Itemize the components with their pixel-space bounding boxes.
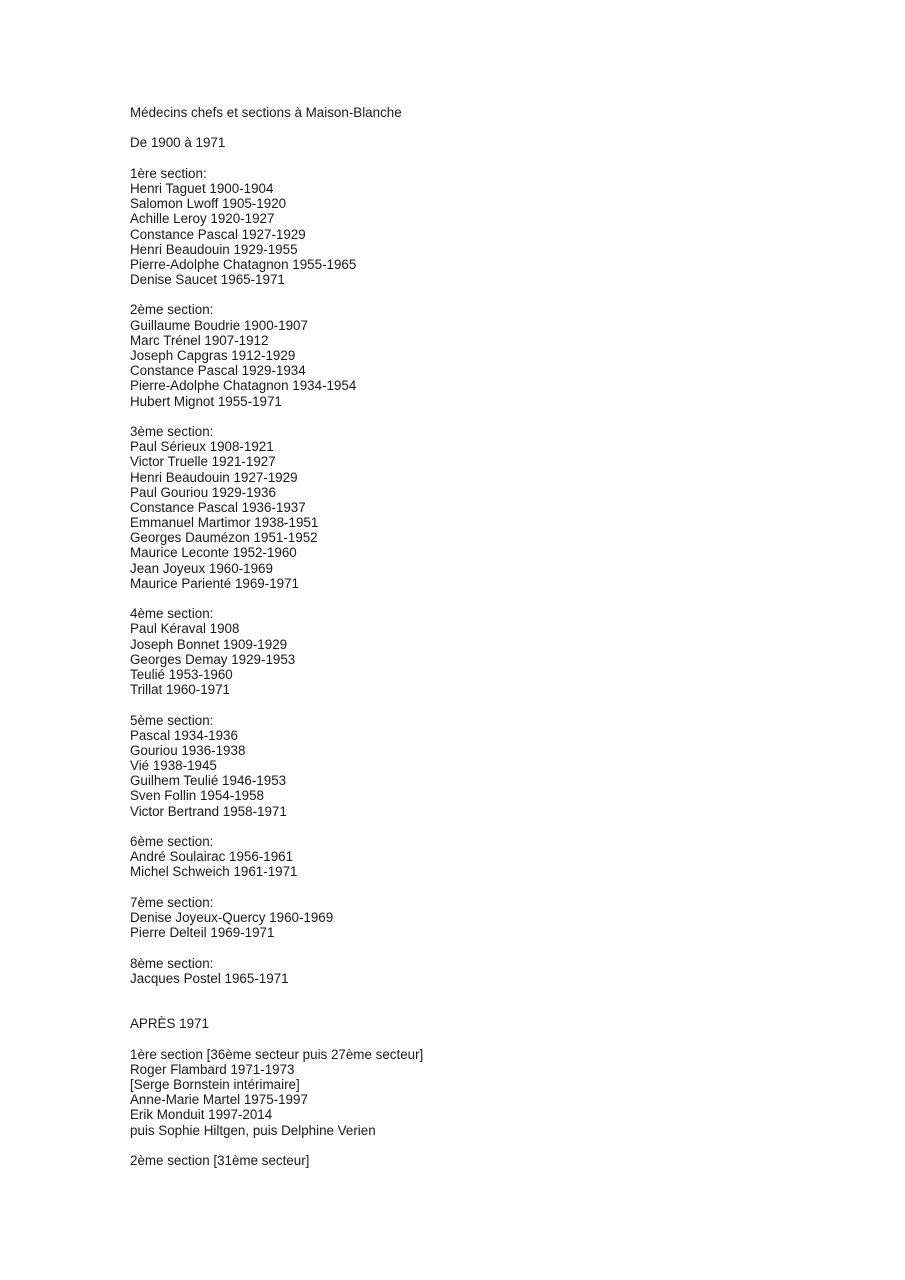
physician-entry: Henri Taguet 1900-1904	[130, 180, 274, 196]
physician-entry: Joseph Bonnet 1909-1929	[130, 636, 288, 652]
physician-entry: Emmanuel Martimor 1938-1951	[130, 515, 319, 531]
physician-entry: Salomon Lwoff 1905-1920	[130, 196, 287, 212]
physician-entry: Pierre-Adolphe Chatagnon 1955-1965	[130, 256, 357, 272]
document-title: Médecins chefs et sections à Maison-Blanche	[130, 105, 402, 120]
physician-entry: Denise Saucet 1965-1971	[130, 272, 285, 288]
physician-entry: Maurice Parienté 1969-1971	[130, 575, 299, 591]
physician-entry: Victor Truelle 1921-1927	[130, 454, 276, 470]
after-sections-list	[130, 1047, 830, 1169]
physician-entry: Erik Monduit 1997-2014	[130, 1107, 273, 1123]
section-block	[130, 895, 830, 941]
physician-entry: Guilhem Teulié 1946-1953	[130, 773, 287, 789]
physician-entry: Sven Follin 1954-1958	[130, 788, 264, 804]
physician-entry: Henri Beaudouin 1927-1929	[130, 469, 298, 485]
section-heading: 1ère section:	[130, 165, 207, 181]
section-heading: 1ère section [36ème secteur puis 27ème secteur]	[130, 1046, 424, 1062]
physician-entry: Roger Flambard 1971-1973	[130, 1061, 295, 1077]
physician-entry: Victor Bertrand 1958-1971	[130, 803, 287, 819]
section-block	[130, 166, 830, 288]
physician-entry: Paul Gouriou 1929-1936	[130, 484, 276, 500]
physician-entry: Anne-Marie Martel 1975-1997	[130, 1092, 308, 1108]
physician-entry: puis Sophie Hiltgen, puis Delphine Verien	[130, 1122, 376, 1138]
document-body	[130, 105, 830, 1168]
section-heading: 5ème section:	[130, 712, 214, 728]
physician-entry: Joseph Capgras 1912-1929	[130, 348, 296, 363]
physician-entry: Pascal 1934-1936	[130, 727, 238, 743]
section-block	[130, 713, 830, 819]
physician-entry: Georges Demay 1929-1953	[130, 651, 296, 667]
physician-entry: Jean Joyeux 1960-1969	[130, 560, 273, 576]
physician-entry: Paul Sérieux 1908-1921	[130, 439, 274, 455]
physician-entry: Constance Pascal 1936-1937	[130, 499, 306, 515]
section-block	[130, 302, 830, 408]
section-heading: 4ème section:	[130, 606, 214, 622]
section-block	[130, 834, 830, 880]
section-heading: 6ème section:	[130, 834, 214, 849]
physician-entry: Vié 1938-1945	[130, 758, 217, 774]
sections-list	[130, 166, 830, 986]
physician-entry: Pierre Delteil 1969-1971	[130, 925, 275, 941]
section-block	[130, 606, 830, 697]
section-block	[130, 424, 830, 591]
section-block	[130, 1153, 830, 1168]
physician-entry: Guillaume Boudrie 1900-1907	[130, 317, 308, 333]
section-heading: 2ème section:	[130, 302, 214, 318]
physician-entry: Maurice Leconte 1952-1960	[130, 545, 297, 561]
physician-entry: Pierre-Adolphe Chatagnon 1934-1954	[130, 378, 357, 394]
physician-entry: Constance Pascal 1927-1929	[130, 226, 306, 242]
physician-entry: Henri Beaudouin 1929-1955	[130, 241, 298, 257]
physician-entry: Marc Trénel 1907-1912	[130, 332, 269, 348]
section-block	[130, 956, 830, 986]
physician-entry: Teulié 1953-1960	[130, 666, 233, 682]
physician-entry: André Soulairac 1956-1961	[130, 849, 294, 865]
physician-entry: Georges Daumézon 1951-1952	[130, 530, 318, 546]
physician-entry: Trillat 1960-1971	[130, 682, 230, 698]
physician-entry: Paul Kéraval 1908	[130, 621, 240, 637]
after-heading: APRÈS 1971	[130, 1016, 209, 1032]
section-heading: 7ème section:	[130, 894, 214, 910]
physician-entry: [Serge Bornstein intérimaire]	[130, 1077, 300, 1093]
physician-entry: Michel Schweich 1961-1971	[130, 864, 298, 880]
physician-entry: Gouriou 1936-1938	[130, 742, 246, 758]
physician-entry: Denise Joyeux-Quercy 1960-1969	[130, 909, 334, 925]
physician-entry: Constance Pascal 1929-1934	[130, 363, 306, 379]
section-heading: 3ème section:	[130, 423, 214, 439]
physician-entry: Jacques Postel 1965-1971	[130, 970, 289, 986]
physician-entry: Hubert Mignot 1955-1971	[130, 393, 282, 409]
section-block	[130, 1047, 830, 1138]
section-heading: 8ème section:	[130, 955, 214, 971]
physician-entry: Achille Leroy 1920-1927	[130, 211, 275, 227]
section-heading: 2ème section [31ème secteur]	[130, 1152, 310, 1168]
period-label: De 1900 à 1971	[130, 135, 226, 151]
